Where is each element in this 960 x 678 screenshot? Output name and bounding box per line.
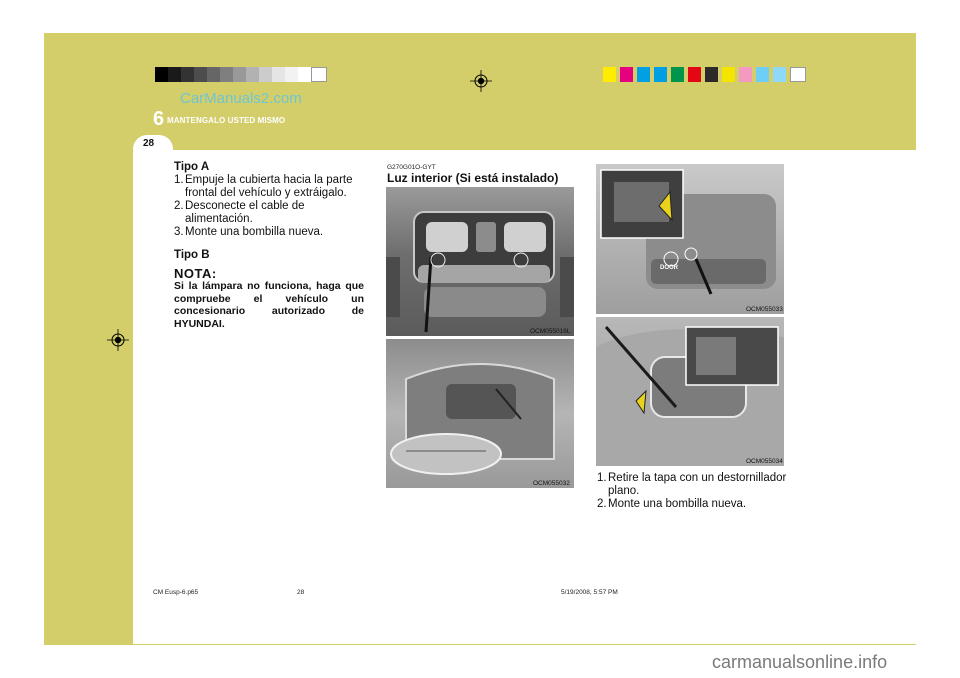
photo-interior-light-type-a <box>386 187 574 336</box>
left-column <box>174 161 364 330</box>
section-title: MANTENGALO USTED MISMO <box>167 116 286 125</box>
footer-page: 28 <box>297 589 305 596</box>
photo2-caption: OCM055032 <box>533 480 570 487</box>
type-a-steps <box>174 174 364 239</box>
steps-list <box>597 472 787 511</box>
right-steps <box>597 472 787 511</box>
dome-lamp-open-illustration <box>386 339 574 488</box>
door-lamp-illustration <box>596 164 784 314</box>
dome-lamp-illustration <box>386 187 574 336</box>
list-item: 1. Retire la tapa con un destornillador plano. <box>597 472 787 497</box>
photo4-caption: OCM055034 <box>746 458 783 465</box>
section-heading: Luz interior (Si está instalado) <box>387 171 559 185</box>
registration-mark-left <box>107 329 129 351</box>
side-lamp-illustration <box>596 317 784 466</box>
door-label: DOOR <box>660 265 678 271</box>
reference-code: G270G01O-GYT <box>387 164 436 171</box>
watermark: CarManuals2.com <box>180 90 302 107</box>
footer-file: CM Eusp-6.p65 <box>153 589 199 596</box>
photo3-caption: OCM055033 <box>746 306 783 313</box>
page-number: 28 <box>143 138 155 149</box>
note-label: NOTA: <box>174 266 217 281</box>
list-item: 2. Monte una bombilla nueva. <box>597 498 747 510</box>
photo-interior-light-door <box>596 164 784 314</box>
bottom-watermark: carmanualsonline.info <box>712 652 888 672</box>
photo-interior-light-type-b <box>386 339 574 488</box>
photo-interior-light-side <box>596 317 784 466</box>
type-b-heading: Tipo B <box>174 249 210 261</box>
footer-date: 5/19/2008, 5:57 PM <box>561 589 618 596</box>
list-item: 2. Desconecte el cable de alimentación. <box>174 200 305 225</box>
note-text: Si la lámpara no funciona, haga que compruebe el vehículo un concesionario autorizado de HYUNDAI. <box>174 280 364 330</box>
section-number: 6 <box>153 108 165 130</box>
list-item: 1. Empuje la cubierta hacia la parte frontal del vehículo y extráigalo. <box>174 174 353 199</box>
photo1-caption: OCM055016L <box>530 328 571 335</box>
type-a-heading: Tipo A <box>174 161 210 173</box>
registration-mark-top <box>470 70 492 92</box>
list-item: 3. Monte una bombilla nueva. <box>174 226 324 238</box>
